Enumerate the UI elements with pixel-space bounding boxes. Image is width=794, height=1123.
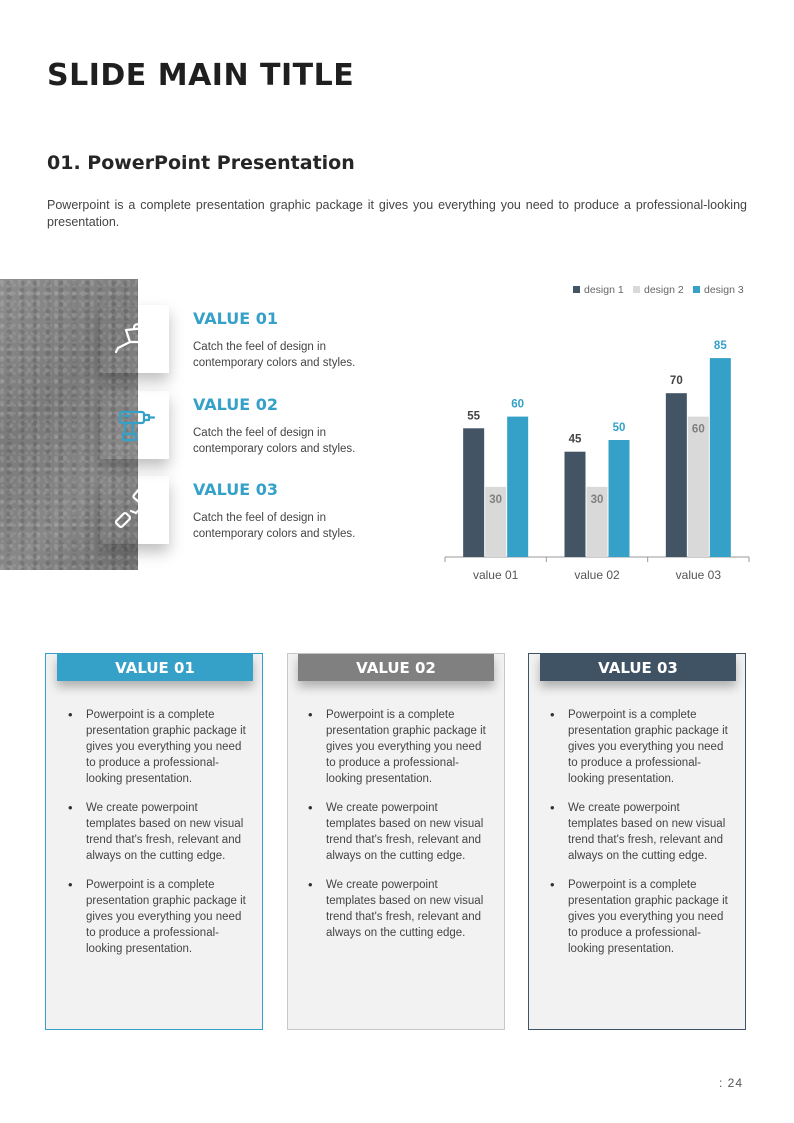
list-item: • Powerpoint is a complete presentation graphic package it gives you everything you need to produce a professional-looking presentation.	[549, 707, 729, 787]
bar-design-1-0	[463, 428, 484, 557]
value-01-icon-box	[100, 305, 169, 373]
value-02-icon-box	[100, 391, 169, 459]
legend-label: design 2	[644, 284, 684, 296]
x-tick-label: value 02	[574, 568, 620, 582]
data-label: 60	[511, 398, 525, 411]
value-01-label: VALUE 01	[193, 309, 279, 328]
value-03-description: Catch the feel of design in contemporary colors and styles.	[193, 512, 356, 540]
list-item: • We create powerpoint templates based on new visual trend that's fresh, relevant and always on the cutting edge.	[549, 800, 729, 864]
page-title: SLIDE MAIN TITLE	[47, 58, 355, 93]
list-item: • Powerpoint is a complete presentation graphic package it gives you everything you need to produce a professional-looking presentation.	[307, 707, 487, 787]
data-label: 30	[590, 493, 604, 506]
drill-icon	[114, 404, 156, 446]
page-number: : 24	[719, 1076, 744, 1090]
intro-paragraph: Powerpoint is a complete presentation graphic package it gives you everything you need to produce a professional-looking presentation.	[47, 198, 747, 229]
list-item: • We create powerpoint templates based on new visual trend that's fresh, relevant and always on the cutting edge.	[67, 800, 247, 864]
bar-design-3-1	[609, 440, 630, 557]
value-03-icon-box	[100, 476, 169, 544]
list-item: • We create powerpoint templates based on new visual trend that's fresh, relevant and always on the cutting edge.	[307, 877, 487, 941]
x-tick-label: value 03	[675, 568, 722, 582]
bar-design-1-1	[565, 452, 586, 557]
list-item: • Powerpoint is a complete presentation graphic package it gives you everything you need to produce a professional-looking presentation.	[67, 707, 247, 787]
value-02-label: VALUE 02	[193, 395, 279, 414]
bar-design-1-2	[666, 393, 687, 557]
bar-design-2-2	[688, 417, 709, 557]
data-label: 30	[489, 493, 503, 506]
list-item: • Powerpoint is a complete presentation graphic package it gives you everything you need to produce a professional-looking presentation.	[549, 877, 729, 957]
card-value-01-header: VALUE 01	[57, 654, 253, 681]
value-02-description: Catch the feel of design in contemporary colors and styles.	[193, 427, 356, 455]
bar-design-3-2	[710, 358, 731, 557]
legend-label: design 1	[584, 284, 624, 296]
card-value-02-header: VALUE 02	[298, 654, 494, 681]
list-item: • Powerpoint is a complete presentation graphic package it gives you everything you need to produce a professional-looking presentation.	[67, 877, 247, 957]
x-tick-label: value 01	[472, 568, 519, 582]
data-label: 55	[467, 410, 481, 423]
legend-swatch	[633, 286, 640, 293]
data-label: 50	[612, 422, 626, 434]
value-03-label: VALUE 03	[193, 480, 279, 499]
data-label: 60	[691, 423, 705, 436]
card-value-01-list	[67, 707, 247, 970]
legend-label: design 3	[704, 284, 744, 296]
card-value-03-header: VALUE 03	[540, 654, 736, 681]
wheelbarrow-icon	[114, 318, 156, 360]
list-item: • We create powerpoint templates based on new visual trend that's fresh, relevant and always on the cutting edge.	[307, 800, 487, 864]
bar-design-3-0	[507, 417, 528, 557]
data-label: 85	[713, 340, 727, 353]
paint-roller-icon	[114, 489, 156, 531]
legend-swatch	[693, 286, 700, 293]
data-label: 70	[669, 375, 683, 388]
value-01-description: Catch the feel of design in contemporary colors and styles.	[193, 341, 356, 369]
card-value-02-list	[307, 707, 487, 954]
section-title: 01. PowerPoint Presentation	[47, 152, 355, 174]
legend-swatch	[573, 286, 580, 293]
data-label: 45	[568, 433, 582, 446]
card-value-03-list	[549, 707, 729, 970]
bar-chart	[430, 278, 760, 588]
